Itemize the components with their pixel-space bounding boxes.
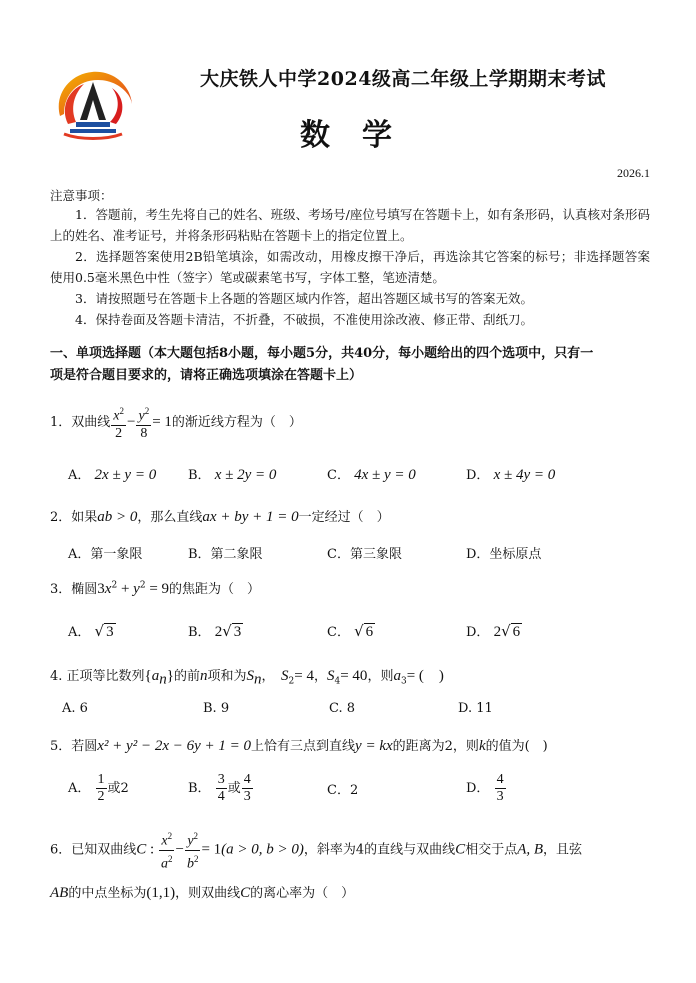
- notice-item: 3．请按照题号在答题卡上各题的答题区域内作答，超出答题区域书写的答案无效。: [75, 291, 533, 306]
- q4-option-c[interactable]: C. 8: [329, 701, 356, 716]
- section-heading-text: 一、单项选择题（本大题包括8小题，每小题5分，共40分，每小题给出的四个选项中，: [50, 346, 555, 361]
- section-heading-emphasis: 只有一: [554, 346, 594, 361]
- notice-item: 2．选择题答案使用2B铅笔填涂，如需改动，用橡皮擦干净后，再选涂其它答案的标号；非选择题答案使用0.5毫米黑色中性（签字）笔或碳素笔书写，字体工整，笔迹清楚。: [50, 249, 650, 285]
- question-6: 6．已知双曲线C : $\frac{x^2}{a^2}$ − $\frac{y^2}{b^2}$ = 1(a > 0, b > 0)，斜率为4的直线与双曲线C相交于点A, B，且弦: [50, 828, 582, 872]
- q2-option-d[interactable]: D．坐标原点: [466, 547, 542, 562]
- sqrt-icon: √: [501, 622, 511, 640]
- question-5: 5．若圆x² + y² − 2x − 6y + 1 = 0上恰有三点到直线y = kx的距离为2，则k的值为( ): [50, 738, 548, 754]
- q4-option-d[interactable]: D. 11: [458, 701, 493, 716]
- q3-option-c[interactable]: C． √ 6: [327, 622, 374, 640]
- notice-item: 4．保持卷面及答题卡清洁，不折叠，不破损，不准使用涂改液、修正带、刮纸刀。: [75, 312, 533, 327]
- q2-option-a[interactable]: A．第一象限: [68, 547, 143, 562]
- sqrt-icon: √: [354, 622, 364, 640]
- subject-title: 数学: [300, 118, 424, 153]
- question-1: 1．双曲线 $\frac{x^2}{2}$ − $\frac{y^2}{8}$ = 1的渐近线方程为（ ）: [50, 403, 302, 442]
- question-2: 2．如果ab > 0，那么直线ax + by + 1 = 0一定经过（ ）: [50, 509, 390, 525]
- q5-option-c[interactable]: C．2: [327, 783, 359, 798]
- q1-frac-y: $\frac{y^2}{8}$: [136, 403, 151, 442]
- q5-option-d[interactable]: D． $\frac{4}{3}$: [466, 772, 504, 804]
- question-6-line-2: AB的中点坐标为(1,1)，则双曲线C的离心率为（ ）: [50, 885, 355, 901]
- q1-suffix: 的渐近线方程为（ ）: [171, 414, 302, 430]
- q1-option-c[interactable]: C． 4x ± y = 0: [327, 467, 416, 483]
- q1-option-a[interactable]: A． 2x ± y = 0: [68, 467, 157, 483]
- q1-prefix: 1．双曲线: [50, 414, 111, 430]
- exam-date: 2026.1: [617, 166, 650, 180]
- q1-frac-x: $\frac{x^2}{2}$: [111, 403, 126, 442]
- q2-option-c[interactable]: C．第三象限: [327, 547, 402, 562]
- q1-option-b[interactable]: B． x ± 2y = 0: [188, 467, 277, 483]
- q4-option-a[interactable]: A. 6: [62, 701, 88, 716]
- question-4: 4. 正项等比数列$\{a_n\}$的前n项和为$S_n$， $S_2= 4$，$S_4= 40$，则$a_3=$ ( ): [50, 668, 444, 688]
- notice-heading: 注意事项：: [50, 188, 113, 203]
- notice-list: [50, 204, 650, 330]
- q4-option-b[interactable]: B. 9: [203, 701, 230, 716]
- q3-option-d[interactable]: D． 2√ 6: [466, 622, 521, 640]
- sqrt-icon: √: [94, 622, 105, 640]
- section-heading-text-2: 项是符合题目要求的，请将正确选项填涂在答题卡上）: [50, 368, 363, 383]
- q5-option-b[interactable]: B． $\frac{3}{4}$ 或 $\frac{4}{3}$: [188, 772, 251, 804]
- q3-option-b[interactable]: B． 2√ 3: [188, 622, 242, 640]
- school-emblem-icon: [50, 64, 136, 142]
- q3-option-a[interactable]: A． √ 3: [68, 622, 114, 640]
- q2-option-b[interactable]: B．第二象限: [188, 547, 263, 562]
- notice-item: 1．答题前，考生先将自己的姓名、班级、考场号/座位号填写在答题卡上，如有条形码，认真核对条形码上的姓名、准考证号，并将条形码粘贴在答题卡上的指定位置上。: [50, 207, 650, 243]
- question-3: 3．椭圆$3x^2 + y^2 = 9$的焦距为（ ）: [50, 580, 261, 597]
- q5-option-a[interactable]: A． $\frac{1}{2}$ 或2: [68, 772, 129, 804]
- school-title: 大庆铁人中学2024级高二年级上学期期末考试: [200, 68, 606, 90]
- sqrt-icon: √: [222, 622, 232, 640]
- section-heading: [50, 343, 650, 387]
- q1-option-d[interactable]: D． x ± 4y = 0: [466, 467, 556, 483]
